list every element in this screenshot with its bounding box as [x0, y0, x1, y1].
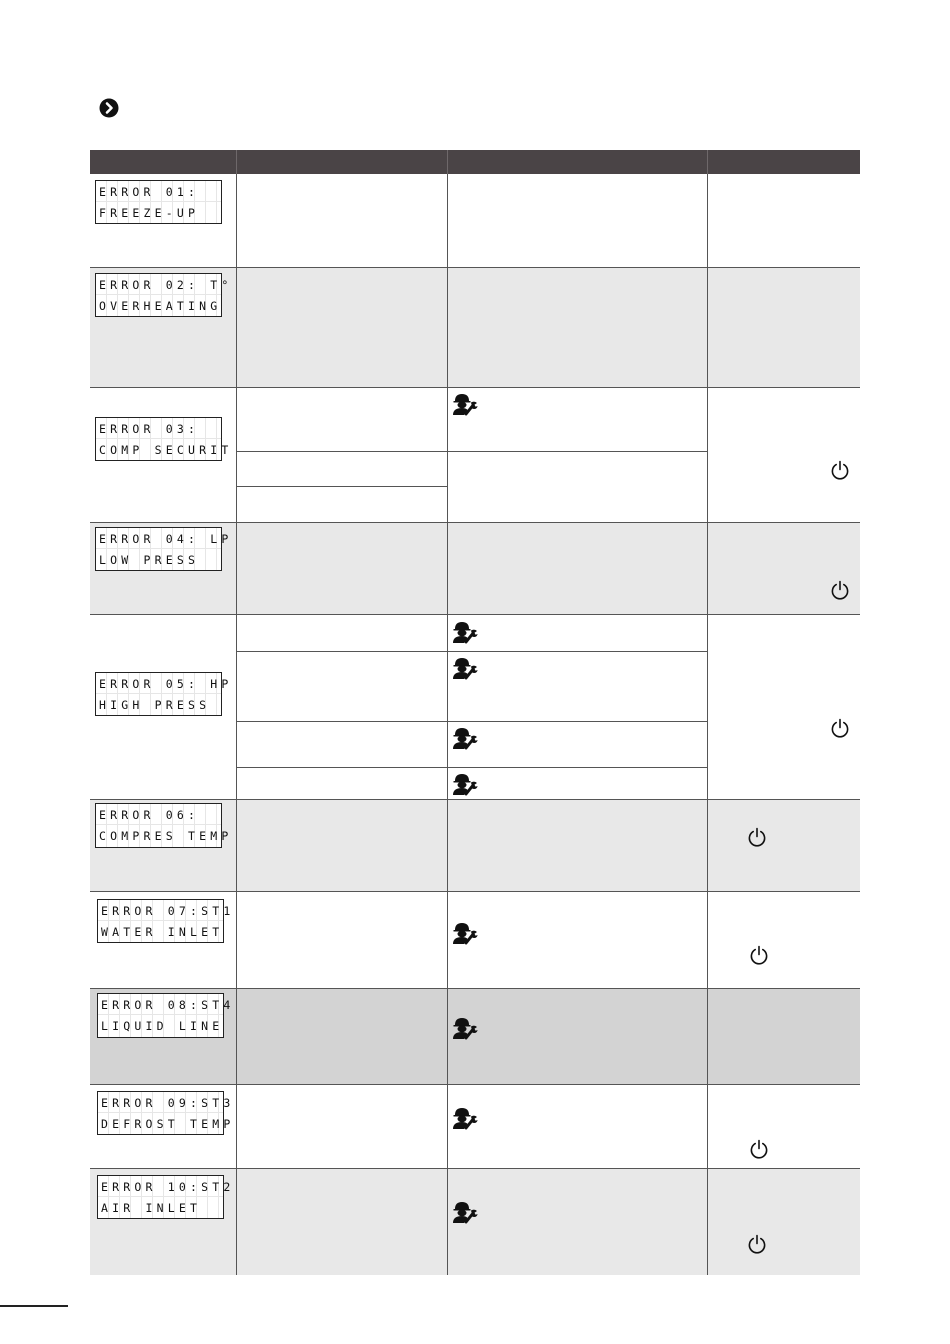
technician-wrench-icon: [452, 1016, 478, 1040]
power-icon: [747, 1234, 767, 1254]
technician-wrench-icon: [452, 921, 478, 945]
table-row: [90, 1085, 860, 1169]
technician-wrench-icon: [452, 620, 478, 644]
lcd-display: [97, 1091, 235, 1135]
table-row: [90, 174, 860, 268]
chevron-right-circle-icon: [99, 98, 119, 118]
table-header: [90, 150, 860, 174]
lcd-line: AIR INLET: [101, 1201, 202, 1215]
lcd-line: ERROR 04: LP: [99, 532, 233, 546]
power-icon: [830, 460, 850, 480]
lcd-display: [97, 899, 235, 943]
table-row: [90, 800, 860, 892]
table-row: [90, 615, 860, 800]
lcd-display: [97, 993, 235, 1038]
lcd-line: ERROR 02: T°: [99, 278, 233, 292]
power-icon: [830, 580, 850, 600]
table-row: [90, 892, 860, 989]
lcd-line: ERROR 06:: [99, 808, 200, 822]
technician-wrench-icon: [452, 656, 478, 680]
technician-wrench-icon: [452, 726, 478, 750]
table-row: [90, 268, 860, 388]
lcd-display: [97, 1175, 235, 1219]
page-footer-rule: [0, 1305, 68, 1307]
lcd-line: FREEZE-UP: [99, 206, 200, 220]
lcd-line: ERROR 03:: [99, 422, 200, 436]
lcd-line: DEFROST TEMP: [101, 1117, 235, 1131]
lcd-line: COMPRES TEMP: [99, 829, 233, 843]
lcd-line: ERROR 07:ST1: [101, 904, 235, 918]
table-row: [90, 1169, 860, 1275]
table-row: [90, 989, 860, 1085]
power-icon: [747, 827, 767, 847]
technician-wrench-icon: [452, 1200, 478, 1224]
technician-wrench-icon: [452, 772, 478, 796]
power-icon: [830, 718, 850, 738]
lcd-line: OVERHEATING: [99, 299, 222, 313]
technician-wrench-icon: [452, 1106, 478, 1130]
lcd-display: [95, 273, 233, 317]
lcd-line: LOW PRESS: [99, 553, 200, 567]
lcd-line: ERROR 08:ST4: [101, 998, 235, 1012]
lcd-display: [95, 180, 222, 224]
lcd-display: [95, 672, 233, 716]
lcd-display: [95, 803, 233, 848]
table-row: [90, 388, 860, 523]
lcd-line: LIQUID LINE: [101, 1019, 224, 1033]
table-row: [90, 523, 860, 615]
lcd-display: [95, 417, 233, 461]
technician-wrench-icon: [452, 392, 478, 416]
lcd-line: ERROR 05: HP: [99, 677, 233, 691]
lcd-line: WATER INLET: [101, 925, 224, 939]
lcd-line: HIGH PRESS: [99, 698, 211, 712]
lcd-line: ERROR 01:: [99, 185, 200, 199]
lcd-line: COMP SECURIT: [99, 443, 233, 457]
lcd-line: ERROR 10:ST2: [101, 1180, 235, 1194]
lcd-line: ERROR 09:ST3: [101, 1096, 235, 1110]
power-icon: [749, 945, 769, 965]
lcd-display: [95, 527, 233, 571]
power-icon: [749, 1139, 769, 1159]
